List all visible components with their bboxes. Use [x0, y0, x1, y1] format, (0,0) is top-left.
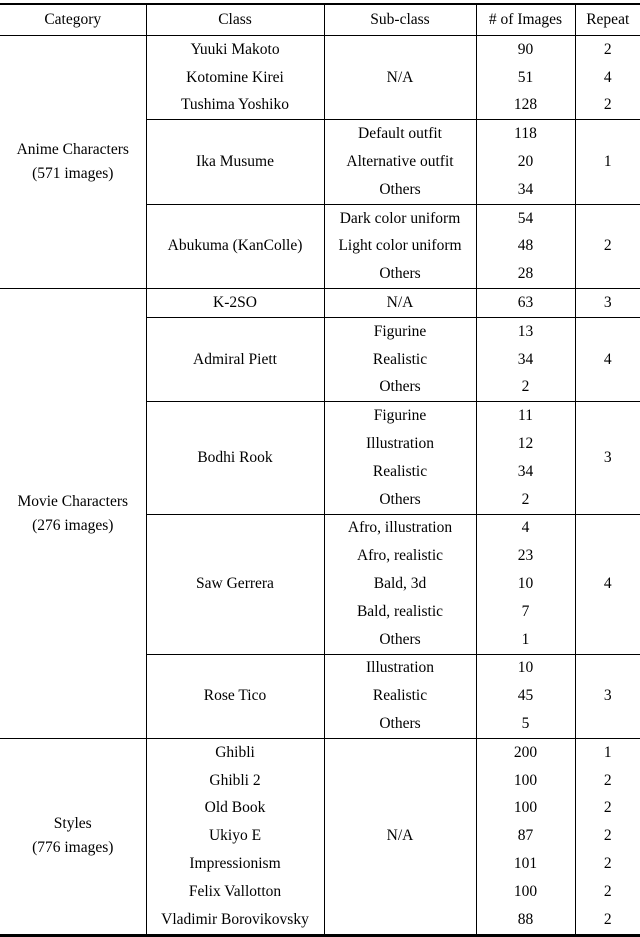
subclass-cell: Bald, 3d — [324, 570, 476, 598]
subclass-cell: Realistic — [324, 346, 476, 374]
class-cell: Rose Tico — [146, 654, 324, 738]
class-cell: Bodhi Rook — [146, 402, 324, 514]
repeat-cell: 3 — [575, 402, 640, 514]
category-count: (776 images) — [32, 839, 114, 857]
image-count-cell: 4 — [476, 514, 575, 542]
header-category: Category — [0, 4, 146, 36]
subclass-cell: Afro, realistic — [324, 542, 476, 570]
subclass-cell: Others — [324, 374, 476, 402]
subclass-cell: Dark color uniform — [324, 204, 476, 232]
subclass-cell: Default outfit — [324, 120, 476, 148]
image-count-cell: 2 — [476, 486, 575, 514]
header-repeat: Repeat — [575, 4, 640, 36]
repeat-cell: 2 — [575, 850, 640, 878]
repeat-cell: 1 — [575, 120, 640, 204]
category-name: Anime Characters — [16, 141, 129, 159]
image-count-cell: 7 — [476, 598, 575, 626]
image-count-cell: 100 — [476, 878, 575, 906]
image-count-cell: 100 — [476, 795, 575, 823]
class-cell: Ukiyo E — [146, 822, 324, 850]
class-cell: Vladimir Borovikovsky — [146, 906, 324, 935]
subclass-cell: Alternative outfit — [324, 148, 476, 176]
category-name: Movie Characters — [17, 492, 129, 510]
subclass-cell: Others — [324, 710, 476, 738]
table-row — [0, 36, 640, 64]
subclass-cell: Others — [324, 260, 476, 288]
repeat-cell: 4 — [575, 514, 640, 654]
class-cell: Impressionism — [146, 850, 324, 878]
class-cell: Abukuma (KanColle) — [146, 204, 324, 288]
class-cell: Tushima Yoshiko — [146, 92, 324, 120]
category-cell — [0, 738, 146, 935]
image-count-cell: 11 — [476, 402, 575, 430]
table-row — [0, 738, 640, 766]
subclass-cell: Others — [324, 486, 476, 514]
subclass-cell: Realistic — [324, 458, 476, 486]
subclass-cell: Illustration — [324, 430, 476, 458]
repeat-cell: 2 — [575, 36, 640, 64]
image-count-cell: 10 — [476, 570, 575, 598]
header-subclass: Sub-class — [324, 4, 476, 36]
image-count-cell: 20 — [476, 148, 575, 176]
class-cell: Yuuki Makoto — [146, 36, 324, 64]
class-cell: Saw Gerrera — [146, 514, 324, 654]
image-count-cell: 34 — [476, 458, 575, 486]
subclass-cell: Illustration — [324, 654, 476, 682]
subclass-cell: Afro, illustration — [324, 514, 476, 542]
repeat-cell: 3 — [575, 654, 640, 738]
image-count-cell: 51 — [476, 64, 575, 92]
image-count-cell: 88 — [476, 906, 575, 935]
image-count-cell: 200 — [476, 738, 575, 766]
image-count-cell: 118 — [476, 120, 575, 148]
subclass-cell: N/A — [324, 289, 476, 318]
category-count: (571 images) — [32, 165, 114, 183]
repeat-cell: 3 — [575, 289, 640, 318]
repeat-cell: 2 — [575, 795, 640, 823]
repeat-cell: 2 — [575, 878, 640, 906]
image-count-cell: 12 — [476, 430, 575, 458]
subclass-cell: N/A — [324, 738, 476, 935]
header-num-images: # of Images — [476, 4, 575, 36]
image-count-cell: 1 — [476, 626, 575, 654]
category-count: (276 images) — [32, 516, 114, 534]
subclass-cell: Figurine — [324, 402, 476, 430]
header-row — [0, 4, 640, 36]
image-count-cell: 34 — [476, 176, 575, 204]
repeat-cell: 2 — [575, 822, 640, 850]
subclass-cell: Figurine — [324, 317, 476, 345]
image-count-cell: 2 — [476, 374, 575, 402]
repeat-cell: 2 — [575, 92, 640, 120]
category-cell — [0, 36, 146, 289]
subclass-cell: Others — [324, 626, 476, 654]
table-row — [0, 289, 640, 318]
image-count-cell: 87 — [476, 822, 575, 850]
class-cell: Ghibli 2 — [146, 767, 324, 795]
class-cell: Kotomine Kirei — [146, 64, 324, 92]
repeat-cell: 2 — [575, 767, 640, 795]
repeat-cell: 4 — [575, 317, 640, 401]
subclass-cell: Realistic — [324, 682, 476, 710]
image-count-cell: 90 — [476, 36, 575, 64]
image-count-cell: 34 — [476, 346, 575, 374]
image-count-cell: 45 — [476, 682, 575, 710]
class-cell: Felix Vallotton — [146, 878, 324, 906]
image-count-cell: 5 — [476, 710, 575, 738]
category-cell — [0, 289, 146, 739]
image-count-cell: 128 — [476, 92, 575, 120]
image-count-cell: 48 — [476, 233, 575, 261]
class-cell: Old Book — [146, 795, 324, 823]
repeat-cell: 2 — [575, 906, 640, 935]
image-count-cell: 63 — [476, 289, 575, 318]
dataset-table — [0, 3, 640, 937]
image-count-cell: 100 — [476, 767, 575, 795]
class-cell: Admiral Piett — [146, 317, 324, 401]
table-body — [0, 36, 640, 936]
image-count-cell: 23 — [476, 542, 575, 570]
class-cell: Ika Musume — [146, 120, 324, 204]
subclass-cell: Others — [324, 176, 476, 204]
image-count-cell: 13 — [476, 317, 575, 345]
image-count-cell: 28 — [476, 260, 575, 288]
image-count-cell: 54 — [476, 204, 575, 232]
subclass-cell: Light color uniform — [324, 233, 476, 261]
subclass-cell: N/A — [324, 36, 476, 120]
repeat-cell: 1 — [575, 738, 640, 766]
header-class: Class — [146, 4, 324, 36]
repeat-cell: 2 — [575, 204, 640, 288]
subclass-cell: Bald, realistic — [324, 598, 476, 626]
image-count-cell: 10 — [476, 654, 575, 682]
repeat-cell: 4 — [575, 64, 640, 92]
class-cell: Ghibli — [146, 738, 324, 766]
image-count-cell: 101 — [476, 850, 575, 878]
category-name: Styles — [53, 815, 92, 833]
class-cell: K-2SO — [146, 289, 324, 318]
